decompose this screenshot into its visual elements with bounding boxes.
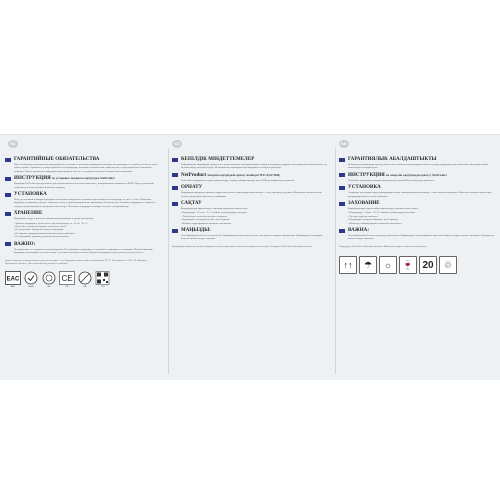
column-divider — [168, 148, 169, 374]
section-body: Аппаратка орнотуудан мурун картриджди бөлмө температурасында кеминде 1 саат таңгакта кармаңыз. Коргоочу тасманы алып салып, картриджди бир нече жолу чайкаңыз. — [348, 191, 492, 198]
section-marker-icon — [5, 177, 11, 181]
section-marker-icon — [5, 158, 11, 162]
section-title: УСТАНОВКА — [348, 185, 381, 191]
section-marker-icon — [172, 229, 178, 233]
list-item: • Картриджди +10дон +35 °C чейинки температурада сактаңыз — [348, 211, 495, 214]
eac-mark-icon — [5, 271, 21, 288]
section-marker-icon — [5, 193, 11, 197]
section-title-text: NetProduct — [181, 172, 207, 178]
section-title: ЗАХОВАНИЕ — [348, 201, 380, 207]
section-title-text: ИНСТРУКЦИЯ — [14, 176, 51, 182]
section-body: Перед установкой в аппарат картридж необходимо выдержать в упаковке при комнатной температуре не менее 1 часа. Извлеките картридж из упаковки, удалите защитную ленту и транспортировочные фиксаторы. Несколько раз покачайте картридж из стороны в сторону для равномерного распределения тонера. Установите картридж в аппарат согласно его руководству. — [14, 198, 156, 208]
section-marker-icon — [172, 186, 178, 190]
packaging-symbols — [339, 256, 495, 274]
section-marker-icon — [172, 158, 178, 162]
list-item: • Тікелей күн сәулесінің түсуінен сақтаңыз — [181, 215, 328, 218]
section-subtitle: по установке лазерного картриджа NetProduct — [51, 176, 115, 181]
section-warranty — [5, 156, 161, 163]
section-body: Картридждерди кургак жайда оригиналдуу таңгакта сактоо керек. — [348, 207, 419, 211]
language-badge-kz: KZ — [172, 140, 182, 148]
section-body: Картриджді аппаратқа орнатпас бұрын оны бөлме температурасында кемінде 1 сағат орамда ұстау қажет. Қорғаныш таспасын алып тастап, картриджді бірнеше рет шайқаңыз. — [181, 191, 322, 198]
section-body: Фотобарабанның бетіне қол тигізбеңіз. Картриджді бөлшектемеңіз және оны қайта толтыруға тырыспаңыз. Картриджді балалардың қолы жетпейтін жерде сақтаңыз. — [181, 234, 323, 241]
section-title — [14, 175, 115, 182]
section-title: МАҢЫЗДЫ: — [181, 228, 211, 234]
footnote: Картриджді пайдалану мерзімі өндірушінің сақтау шарттарын сақтаған жағдайда шектелмейді. Өндіруші: NetProduct. Қытайда жасалған. — [172, 244, 313, 248]
this-way-up-icon: ↑↑ — [339, 256, 357, 274]
section-body: При соблюдении пользователем инструкций по установке и хранению картриджа изготовитель гарантирует его работу в течение всего срока службы. Гарантия не распространяется на картриджи, имеющие механические повреждения, следы вскрытия и повторной заправки. Замена дефектного картриджа производится в месте его приобретения при наличии чека и упаковки. — [14, 163, 158, 173]
section-title: ОРНАТУ — [181, 185, 203, 191]
footnote: Өндүрүүчү: NetProduct. Кытайда жасалган. Ишкананын дареги таңгакта көрсөтүлгөн. — [339, 244, 427, 248]
section-body: Колдонуучу картриджди орнотуу жана сактоо боюнча нускамаларды сактаган учурда өндүрүүчү анын иштешине бүтүндөй кызмат мөөнөтүндө кепилдик берет. — [348, 163, 489, 170]
list-item: • Картриджге нымдын тийишине жол бербеңиз — [348, 218, 495, 221]
iso-mark-icon — [41, 271, 57, 288]
list-item: • Не вскрывайте упаковку до начала использования — [14, 235, 161, 238]
section-body: Пайдаланушы картриджді орнату және сақтау жөніндегі нұсқаулықтарды сақтаған жағдайда өндіруші оның жұмысына бүкіл қызмет ету мерзімі ішінде кепілдік береді. Механикалық зақымдары бар картриджге кепілдік берілмейді. — [181, 163, 328, 170]
list-item: • Картриджді +10-нан +35 °C дейінгі температурада сақтаңыз — [181, 211, 328, 214]
keep-dry-umbrella-icon: ☂ — [359, 256, 377, 274]
section-installation — [339, 184, 495, 191]
section-body: Не прикасайтесь к поверхности фотобарабана. Не разбирайте картридж и не пытайтесь заправить его повторно. Использованный картридж утилизируйте в соответствии с местным законодательством. Храните картридж в недоступном для детей месте. — [14, 247, 153, 255]
section-marker-icon — [339, 229, 345, 233]
pb-free-mark-icon — [77, 271, 93, 288]
language-badge-kg: KG — [339, 140, 349, 148]
section-title: ВАЖНА: — [348, 228, 370, 234]
section-marker-icon — [172, 173, 178, 177]
storage-list — [348, 211, 495, 225]
section-marker-icon — [339, 202, 345, 206]
cert-label: ISO — [47, 286, 51, 289]
quantity-count: 20 — [419, 256, 437, 274]
column-kz — [172, 154, 328, 376]
section-body: Картридждерді құрғақ жерде түпнұсқа орамында сақтау керек. — [181, 207, 249, 211]
section-warranty — [339, 156, 495, 163]
column-divider — [335, 148, 336, 374]
storage-list — [14, 222, 161, 239]
cert-label: CE — [65, 286, 69, 289]
section-title: САҚТАУ — [181, 201, 202, 207]
list-item: • Не допускайте попадания влаги на картридж — [14, 228, 161, 231]
language-badge-ru: RU — [8, 140, 18, 148]
section-marker-icon — [172, 202, 178, 206]
section-important — [5, 241, 161, 248]
section-storage — [5, 210, 161, 217]
svg-text:CE: CE — [61, 274, 73, 284]
fold-line — [0, 134, 500, 135]
section-title: ВАЖНО: — [14, 241, 36, 247]
fragile-glass-icon: 🍷 — [399, 256, 417, 274]
section-title — [181, 172, 280, 179]
section-important — [172, 227, 328, 234]
section-body: NetProduct картриджі лазерлік принтерлерде, көшіру аппараттарында және КФҚ-да пайдалануға арналған. — [181, 178, 295, 182]
section-title — [348, 172, 447, 179]
rohs-mark-icon — [23, 271, 39, 288]
section-instruction — [172, 172, 328, 179]
cert-label: RU — [101, 286, 105, 289]
section-instruction — [339, 172, 495, 179]
section-installation — [5, 191, 161, 198]
section-installation — [172, 184, 328, 191]
storage-list — [181, 211, 328, 225]
section-warranty — [172, 156, 328, 163]
column-kg — [339, 154, 495, 376]
cert-label: PB — [83, 286, 87, 289]
ce-mark-icon — [59, 271, 75, 288]
no-sunlight-icon: ☼ — [379, 256, 397, 274]
section-marker-icon — [339, 186, 345, 190]
section-title: ГАРАНТИЙНЫЕ ОБЯЗАТЕЛЬСТВА — [14, 157, 100, 162]
certification-marks — [5, 271, 161, 288]
cert-label: EAC — [10, 286, 16, 289]
list-item: • Храните картридж в сухом месте при температуре от +10 до +35 °C — [14, 222, 161, 225]
list-item: • Жылытуу шаймандарынын жанында сактабаңыз — [348, 222, 495, 225]
section-body: Картриджи следует хранить в оригинальной упаковке в сухом помещении. — [14, 217, 94, 221]
list-item: • Картриджге ылғалдың түсуіне жол бермеңіз — [181, 218, 328, 221]
column-ru — [5, 154, 161, 376]
section-subtitle: лазерлік картриджін орнату жөніндегі НҰСҚАУЛЫҚ — [207, 172, 280, 177]
section-marker-icon — [5, 242, 11, 246]
list-item: • Избегайте попадания прямых солнечных лучей — [14, 225, 161, 228]
list-item: • Түз күн нурунан сактаңыз — [348, 215, 495, 218]
cert-label: RoHS — [28, 286, 34, 289]
section-marker-icon — [339, 173, 345, 177]
footnote: Данное изделие не предназначено для детей младше 3 лет. Картридж соответствует требованиям ТР ТС. Изготовитель: ООО «НетПродакт». Произведено в Китае. Дата изготовления указана на упаковке. — [5, 258, 149, 265]
list-item: • Жылыту құралдарының жанында сақтамаңыз — [181, 222, 328, 225]
section-title: ХРАНЕНИЕ — [14, 211, 43, 217]
qr-code-icon — [95, 271, 111, 288]
section-instruction — [5, 175, 161, 182]
section-important — [339, 227, 495, 234]
section-title-text: ИНСТРУКЦИЯ — [348, 172, 385, 178]
section-storage — [172, 200, 328, 207]
section-marker-icon — [5, 212, 11, 216]
section-body: NetProduct картриджи лазердик принтерлерде жана КФТда колдонууга арналган. — [348, 178, 435, 182]
leaflet-sheet — [0, 134, 500, 380]
recycle-icon: ♲ — [439, 256, 457, 274]
section-title: КЕПІЛДІК МІНДЕТТЕМЕЛЕР — [181, 157, 255, 162]
section-subtitle: на лазерлик картриджди орнотуу NetProduct — [385, 172, 447, 177]
section-body: Картридж NetProduct предназначен для использования в лазерных принтерах, копировальных аппаратах и МФУ. Перед установкой ознакомьтесь с инструкцией к вашему аппарату. — [14, 182, 154, 189]
section-title: ГАРАНТИЯЛЫК АБАЛДАШТЫКТЫ — [348, 157, 437, 162]
section-title: УСТАНОВКА — [14, 192, 47, 198]
svg-text:EAC: EAC — [6, 276, 20, 283]
section-body: Фотобарабандын бетине колуңузду тийгизбеңиз. Картриджди бөлүп-жарбаңыз жана аны кайра толтурууга аракет кылбаңыз. Балдар жете албаган жерде сактаңыз. — [348, 234, 495, 241]
list-item: • Не храните картридж вблизи нагревательных приборов — [14, 232, 161, 235]
section-storage — [339, 200, 495, 207]
section-marker-icon — [339, 158, 345, 162]
